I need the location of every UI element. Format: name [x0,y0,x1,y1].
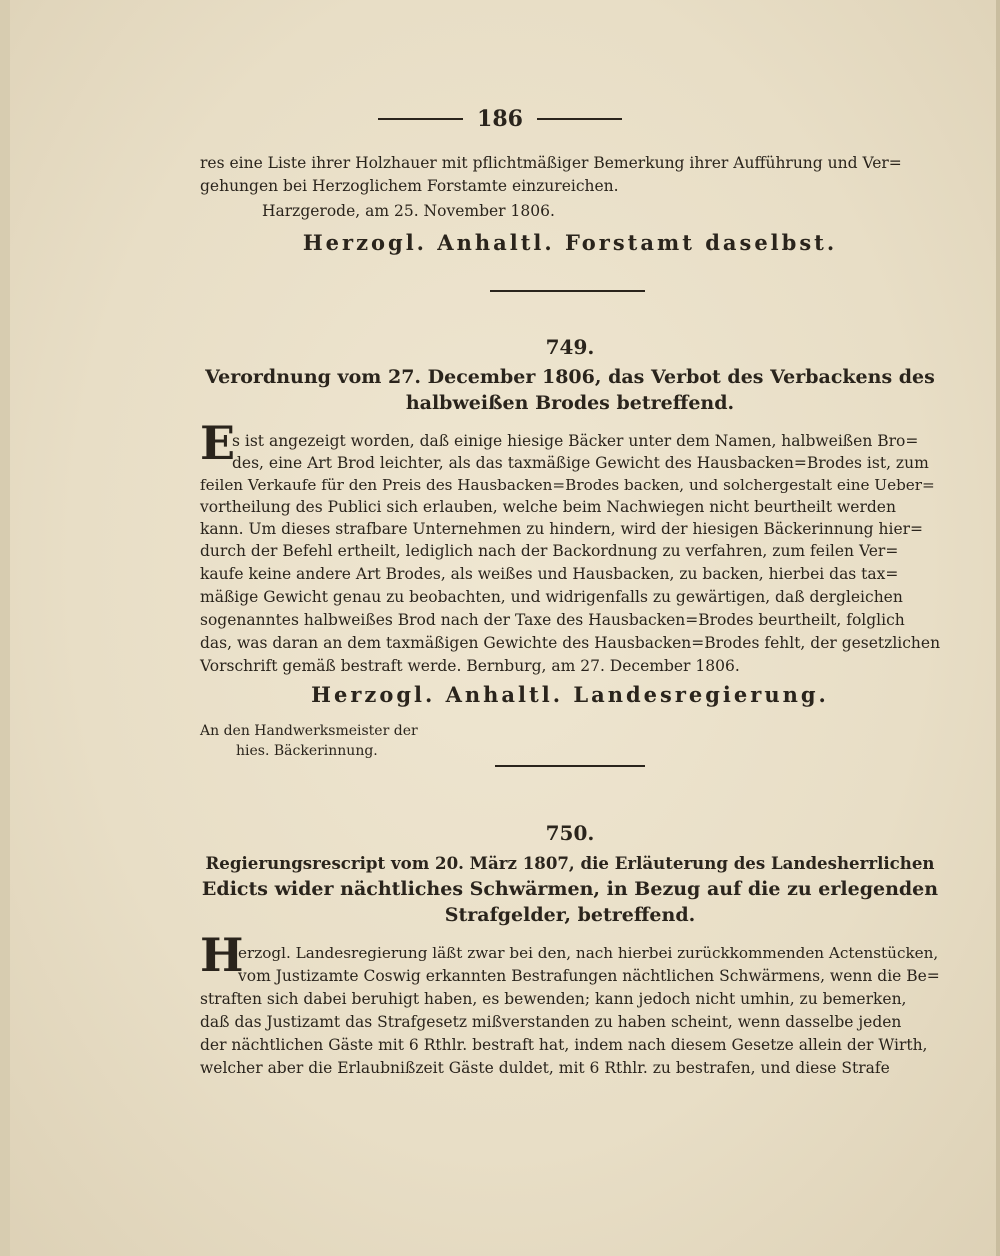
page-edge-left [0,0,10,1256]
section-title: Edicts wider nächtliches Schwärmen, in Bezug auf die zu erlegenden [201,878,939,900]
section-title: Verordnung vom 27. December 1806, das Verbot des Verbackens des [205,366,935,388]
body-line: Vorschrift gemäß bestraft werde. Bernburg, am 27. December 1806. [200,657,740,675]
addressee: hies. Bäckerinnung. [236,743,378,759]
header-rule-right [537,118,622,120]
body-line: vom Justizamte Coswig erkannten Bestrafungen nächtlichen Schwärmens, wenn die Be= [238,967,940,985]
body-line: welcher aber die Erlaubnißzeit Gäste duldet, mit 6 Rthlr. zu bestrafen, und diese Strafe [200,1059,890,1077]
body-line: res eine Liste ihrer Holzhauer mit pflichtmäßiger Bemerkung ihrer Aufführung und Ver= [200,154,902,172]
body-line: das, was daran an dem taxmäßigen Gewichte des Hausbacken=Brodes fehlt, der gesetzlichen [200,634,941,652]
body-line: feilen Verkaufe für den Preis des Hausbacken=Brodes backen, und solchergestalt eine Ueber= [200,476,935,494]
section-title: halbweißen Brodes betreffend. [405,392,735,414]
body-line: kaufe keine andere Art Brodes, als weißes und Hausbacken, zu backen, hierbei das tax= [200,565,899,583]
body-line: s ist angezeigt worden, daß einige hiesige Bäcker unter dem Namen, halbweißen Bro= [232,432,919,450]
page-header [250,104,750,134]
body-line: der nächtlichen Gäste mit 6 Rthlr. bestraft hat, indem nach diesem Gesetze allein der Wirth, [200,1036,928,1054]
signature: Herzogl. Anhaltl. Landesregierung. [311,682,829,707]
body-line: des, eine Art Brod leichter, als das taxmäßige Gewicht des Hausbacken=Brodes ist, zum [232,454,929,472]
section-divider [490,290,645,292]
body-line: gehungen bei Herzoglichem Forstamte einzureichen. [200,177,619,195]
body-line: vortheilung des Publici sich erlauben, welche beim Nachwiegen nicht beurtheilt werden [200,498,896,516]
page-number: 186 [477,106,523,132]
body-line: kann. Um dieses strafbare Unternehmen zu hindern, wird der hiesigen Bäckerinnung hier= [200,520,924,538]
header-rule-left [378,118,463,120]
drop-capital: E [200,416,236,470]
body-line: straften sich dabei beruhigt haben, es bewenden; kann jedoch nicht umhin, zu bemerken, [200,990,907,1008]
addressee: An den Handwerksmeister der [200,723,418,739]
body-line: durch der Befehl ertheilt, lediglich nach der Backordnung zu verfahren, zum feilen Ver= [200,542,899,560]
body-line: erzogl. Landesregierung läßt zwar bei den, nach hierbei zurückkommenden Actenstücken, [238,944,939,962]
section-title: Regierungsrescript vom 20. März 1807, die Erläuterung des Landesherrlichen [205,853,935,873]
place-date: Harzgerode, am 25. November 1806. [262,202,555,220]
drop-capital: H [200,928,244,982]
body-line: daß das Justizamt das Strafgesetz mißverstanden zu haben scheint, wenn dasselbe jeden [200,1013,902,1031]
section-number: 750. [545,821,595,845]
signature: Herzogl. Anhaltl. Forstamt daselbst. [302,230,838,255]
section-divider [495,765,645,767]
section-number: 749. [545,335,595,359]
body-line: sogenanntes halbweißes Brod nach der Taxe des Hausbacken=Brodes beurtheilt, folglich [200,611,905,629]
section-title: Strafgelder, betreffend. [444,904,696,926]
page-edge-right [996,0,1000,1256]
body-line: mäßige Gewicht genau zu beobachten, und widrigenfalls zu gewärtigen, daß dergleichen [200,588,903,606]
